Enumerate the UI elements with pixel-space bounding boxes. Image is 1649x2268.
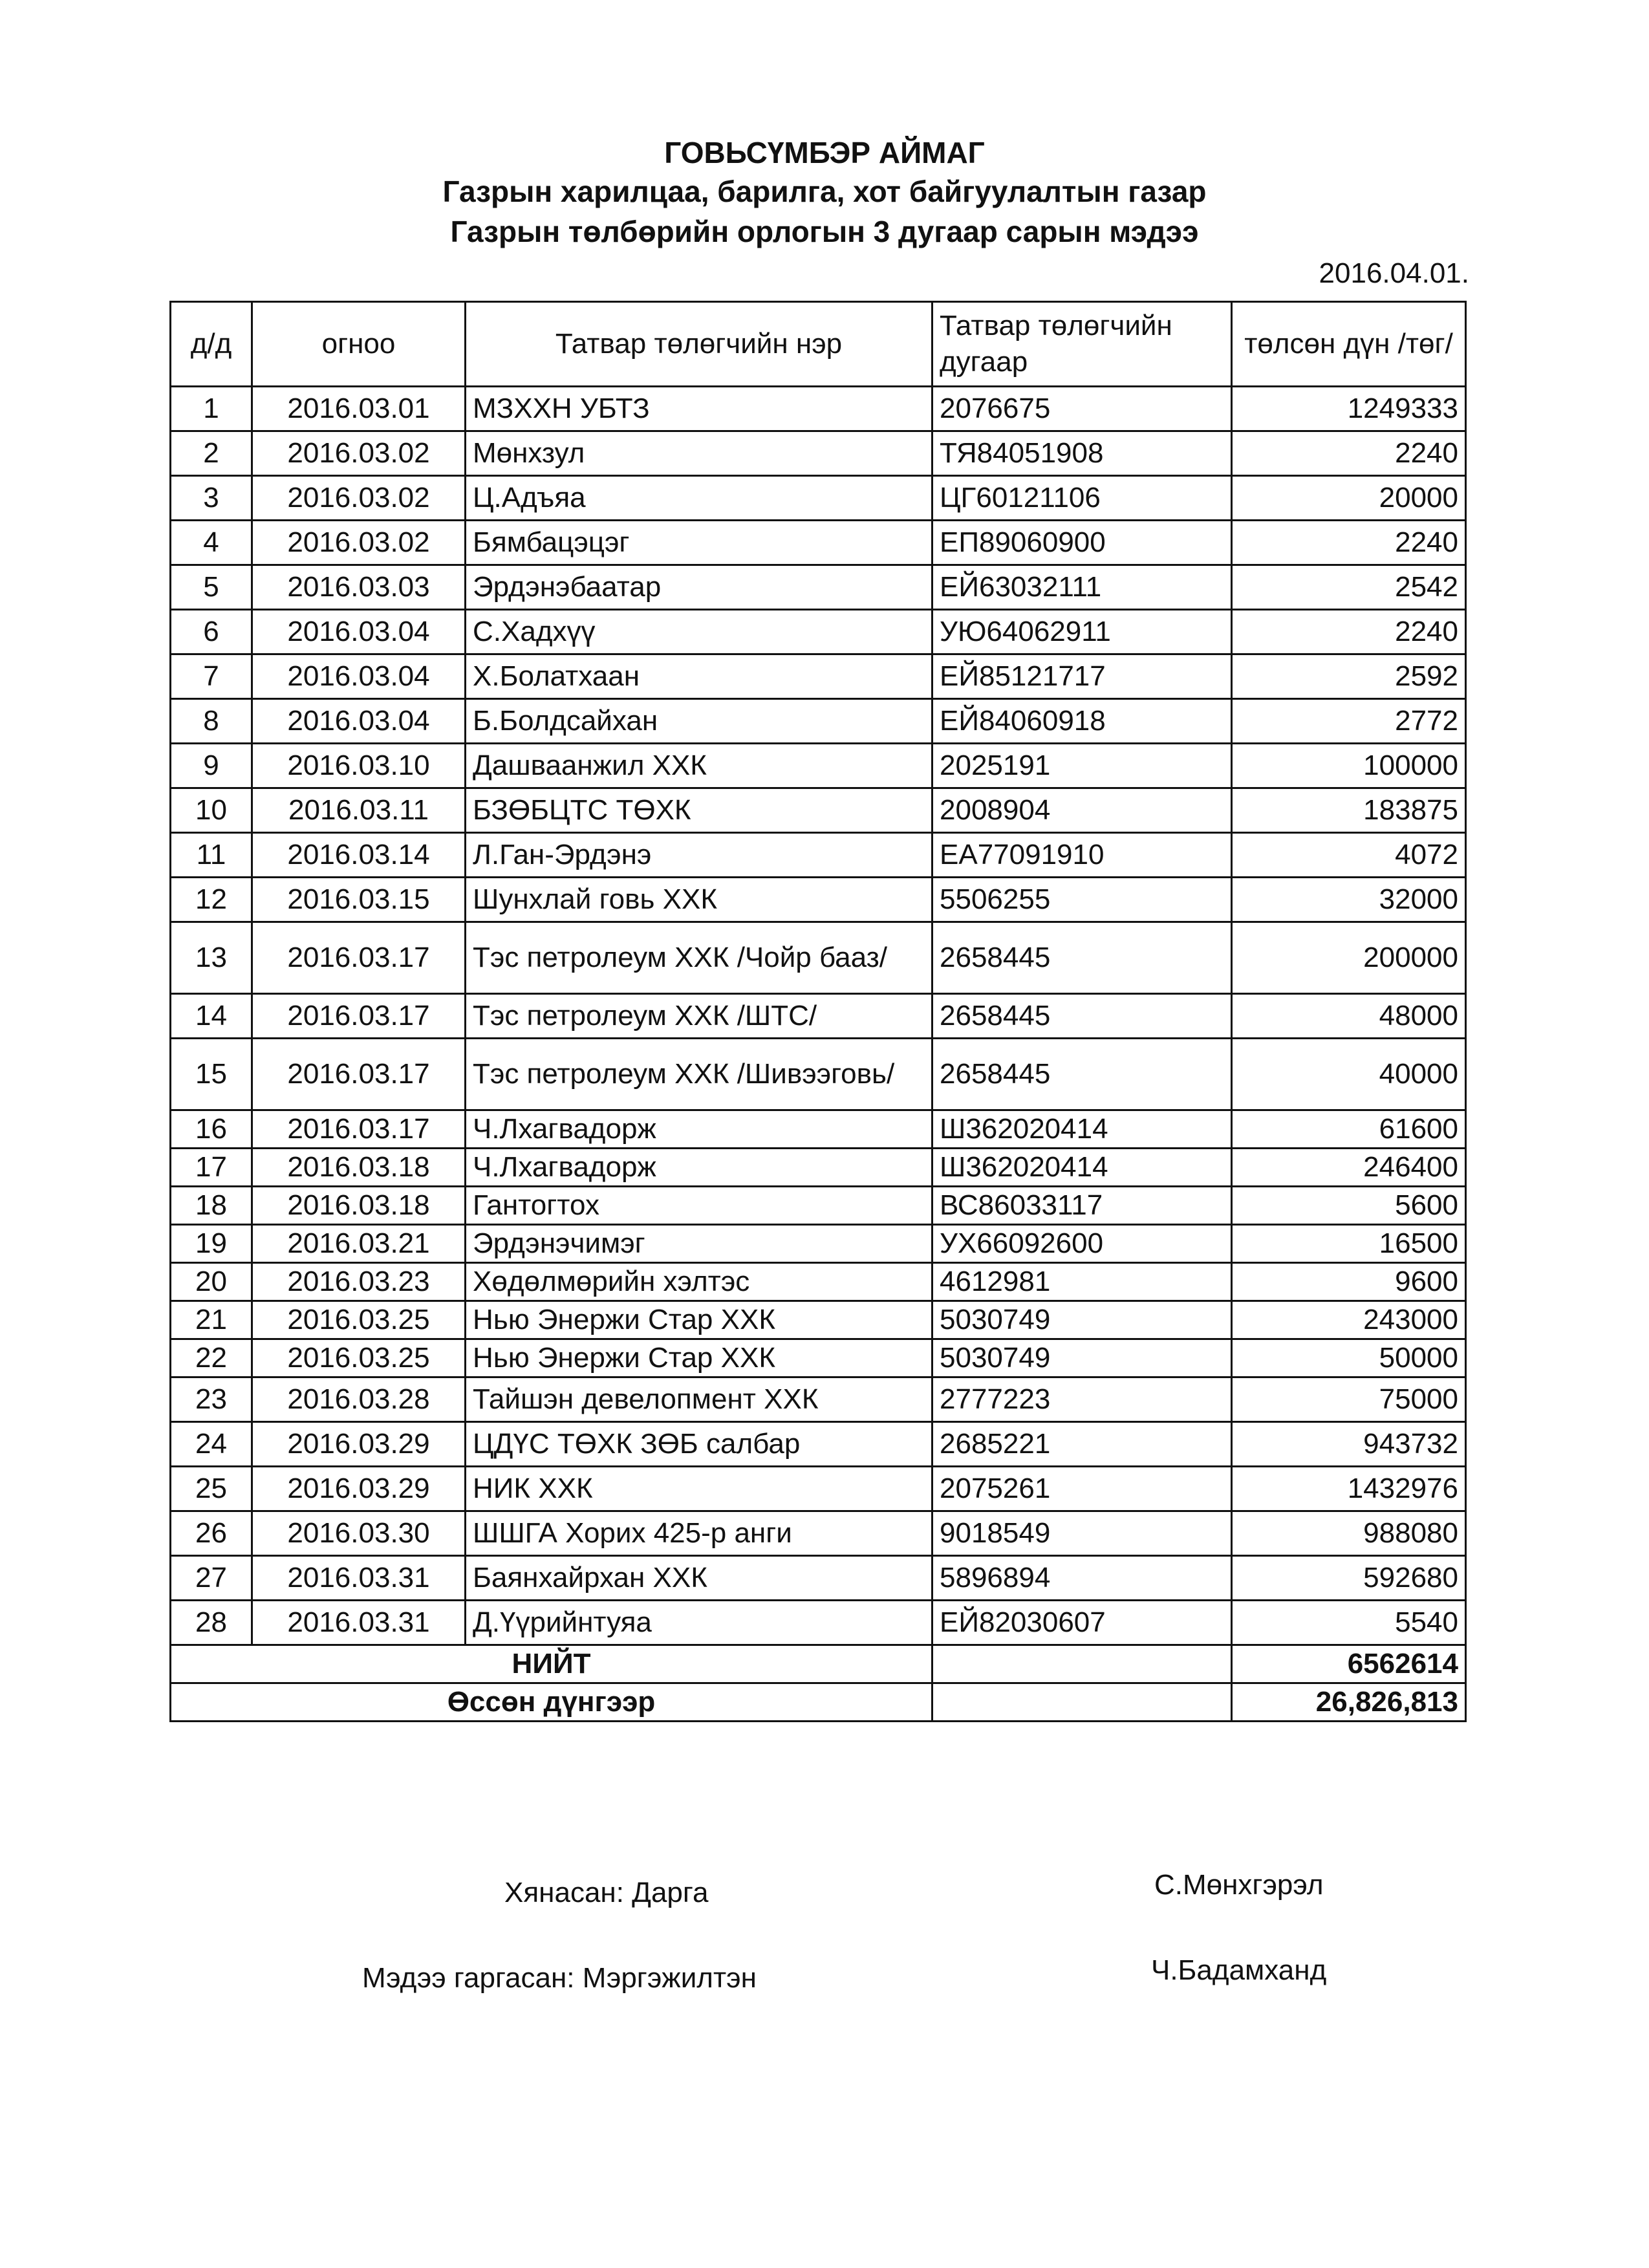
taxpayer-name: Ч.Лхагвадорж: [466, 1149, 932, 1187]
table-row: [171, 878, 1466, 922]
taxpayer-name: Нью Энержи Стар ХХК: [466, 1301, 932, 1339]
table-row: [171, 565, 1466, 610]
paid-amount: 592680: [1232, 1556, 1466, 1601]
row-number: 9: [171, 744, 252, 788]
department-name: Газрын харилцаа, барилга, хот байгуулалтын газар: [442, 175, 1207, 208]
row-date: 2016.03.25: [252, 1339, 466, 1377]
table-row: [171, 788, 1466, 833]
row-date: 2016.03.02: [252, 431, 466, 476]
taxpayer-id: ЕЙ63032111: [932, 565, 1232, 610]
paid-amount: 243000: [1232, 1301, 1466, 1339]
issued-by-name: Ч.Бадамханд: [1151, 1954, 1327, 1986]
taxpayer-id: 2777223: [932, 1377, 1232, 1422]
taxpayer-name: Д.Үүрийнтуяа: [466, 1601, 932, 1645]
taxpayer-name: Гантогтох: [466, 1187, 932, 1225]
paid-amount: 2592: [1232, 654, 1466, 699]
paid-amount: 32000: [1232, 878, 1466, 922]
taxpayer-id: 9018549: [932, 1511, 1232, 1556]
table-row: [171, 1187, 1466, 1225]
table-row: [171, 1225, 1466, 1263]
row-date: 2016.03.21: [252, 1225, 466, 1263]
taxpayer-id: 2025191: [932, 744, 1232, 788]
taxpayer-id: 5030749: [932, 1301, 1232, 1339]
taxpayer-id: Ш362020414: [932, 1110, 1232, 1149]
row-number: 4: [171, 521, 252, 565]
taxpayer-id: ЕЙ82030607: [932, 1601, 1232, 1645]
row-date: 2016.03.18: [252, 1187, 466, 1225]
row-date: 2016.03.17: [252, 1110, 466, 1149]
paid-amount: 246400: [1232, 1149, 1466, 1187]
taxpayer-id: 2075261: [932, 1467, 1232, 1511]
row-number: 6: [171, 610, 252, 654]
row-number: 11: [171, 833, 252, 878]
row-number: 8: [171, 699, 252, 744]
row-number: 24: [171, 1422, 252, 1467]
row-number: 2: [171, 431, 252, 476]
table-row: [171, 1511, 1466, 1556]
total-empty-cell: [932, 1645, 1232, 1683]
cumulative-row: [171, 1683, 1466, 1722]
column-header-tax-id: Татвар төлөгчийн дугаар: [932, 302, 1232, 387]
paid-amount: 2240: [1232, 521, 1466, 565]
taxpayer-id: 2658445: [932, 994, 1232, 1039]
taxpayer-id: ЦГ60121106: [932, 476, 1232, 521]
row-date: 2016.03.23: [252, 1263, 466, 1301]
row-number: 3: [171, 476, 252, 521]
row-date: 2016.03.29: [252, 1467, 466, 1511]
taxpayer-name: ШШГА Хорих 425-р анги: [466, 1511, 932, 1556]
table-row: [171, 994, 1466, 1039]
taxpayer-id: 5506255: [932, 878, 1232, 922]
paid-amount: 61600: [1232, 1110, 1466, 1149]
row-date: 2016.03.04: [252, 654, 466, 699]
paid-amount: 2772: [1232, 699, 1466, 744]
taxpayer-id: УЮ64062911: [932, 610, 1232, 654]
paid-amount: 20000: [1232, 476, 1466, 521]
row-date: 2016.03.31: [252, 1601, 466, 1645]
row-number: 14: [171, 994, 252, 1039]
taxpayer-name: Шунхлай говь ХХК: [466, 878, 932, 922]
table-row: [171, 610, 1466, 654]
issued-by-label: Мэдээ гаргасан: Мэргэжилтэн: [362, 1962, 757, 1994]
taxpayer-name: Тэс петролеум ХХК /Чойр бааз/: [466, 922, 932, 994]
taxpayer-name: Хөдөлмөрийн хэлтэс: [466, 1263, 932, 1301]
reviewed-by-label: Хянасан: Дарга: [504, 1877, 709, 1908]
table-row: [171, 1467, 1466, 1511]
taxpayer-id: 2076675: [932, 387, 1232, 431]
paid-amount: 40000: [1232, 1039, 1466, 1110]
taxpayer-id: 5030749: [932, 1339, 1232, 1377]
row-date: 2016.03.10: [252, 744, 466, 788]
taxpayer-id: 2658445: [932, 922, 1232, 994]
table-row: [171, 476, 1466, 521]
paid-amount: 5600: [1232, 1187, 1466, 1225]
table-row: [171, 1339, 1466, 1377]
paid-amount: 75000: [1232, 1377, 1466, 1422]
row-number: 22: [171, 1339, 252, 1377]
row-number: 20: [171, 1263, 252, 1301]
row-number: 27: [171, 1556, 252, 1601]
payment-table: [169, 301, 1467, 1722]
row-number: 28: [171, 1601, 252, 1645]
paid-amount: 183875: [1232, 788, 1466, 833]
row-date: 2016.03.29: [252, 1422, 466, 1467]
row-number: 26: [171, 1511, 252, 1556]
table-row: [171, 1039, 1466, 1110]
reviewed-by-name: С.Мөнхгэрэл: [1154, 1869, 1324, 1901]
taxpayer-id: 5896894: [932, 1556, 1232, 1601]
table-row: [171, 744, 1466, 788]
paid-amount: 48000: [1232, 994, 1466, 1039]
taxpayer-name: Л.Ган-Эрдэнэ: [466, 833, 932, 878]
report-date: 2016.04.01.: [1319, 257, 1469, 289]
row-date: 2016.03.04: [252, 610, 466, 654]
row-number: 10: [171, 788, 252, 833]
table-row: [171, 699, 1466, 744]
row-number: 18: [171, 1187, 252, 1225]
cumulative-empty-cell: [932, 1683, 1232, 1722]
taxpayer-id: ЕА77091910: [932, 833, 1232, 878]
table-row: [171, 1110, 1466, 1149]
paid-amount: 9600: [1232, 1263, 1466, 1301]
row-date: 2016.03.11: [252, 788, 466, 833]
row-date: 2016.03.03: [252, 565, 466, 610]
table-row: [171, 922, 1466, 994]
table-row: [171, 1422, 1466, 1467]
row-number: 12: [171, 878, 252, 922]
row-date: 2016.03.30: [252, 1511, 466, 1556]
taxpayer-name: Мөнхзул: [466, 431, 932, 476]
taxpayer-name: Эрдэнэбаатар: [466, 565, 932, 610]
table-row: [171, 1301, 1466, 1339]
taxpayer-name: Бямбацэцэг: [466, 521, 932, 565]
taxpayer-name: Баянхайрхан ХХК: [466, 1556, 932, 1601]
row-date: 2016.03.31: [252, 1556, 466, 1601]
table-row: [171, 1263, 1466, 1301]
row-date: 2016.03.04: [252, 699, 466, 744]
taxpayer-id: ЕЙ84060918: [932, 699, 1232, 744]
table-row: [171, 431, 1466, 476]
table-header-row: [171, 302, 1466, 387]
row-number: 1: [171, 387, 252, 431]
row-number: 5: [171, 565, 252, 610]
taxpayer-id: ЕЙ85121717: [932, 654, 1232, 699]
taxpayer-name: Тэс петролеум ХХК /Шивээговь/: [466, 1039, 932, 1110]
table-row: [171, 1377, 1466, 1422]
paid-amount: 2542: [1232, 565, 1466, 610]
paid-amount: 943732: [1232, 1422, 1466, 1467]
row-date: 2016.03.25: [252, 1301, 466, 1339]
row-date: 2016.03.02: [252, 476, 466, 521]
paid-amount: 50000: [1232, 1339, 1466, 1377]
column-header-amount: төлсөн дүн /төг/: [1232, 302, 1466, 387]
paid-amount: 2240: [1232, 610, 1466, 654]
paid-amount: 1432976: [1232, 1467, 1466, 1511]
document-title: ГОВЬСҮМБЭР АЙМАГ: [664, 136, 985, 169]
cumulative-amount: 26,826,813: [1232, 1683, 1466, 1722]
taxpayer-id: УХ66092600: [932, 1225, 1232, 1263]
row-number: 7: [171, 654, 252, 699]
paid-amount: 16500: [1232, 1225, 1466, 1263]
column-header-name: Татвар төлөгчийн нэр: [466, 302, 932, 387]
row-number: 13: [171, 922, 252, 994]
table-row: [171, 654, 1466, 699]
taxpayer-name: БЗӨБЦТС ТӨХК: [466, 788, 932, 833]
taxpayer-name: Ч.Лхагвадорж: [466, 1110, 932, 1149]
taxpayer-name: Б.Болдсайхан: [466, 699, 932, 744]
report-subtitle: Газрын төлбөрийн орлогын 3 дугаар сарын мэдээ: [450, 215, 1199, 248]
taxpayer-name: Тэс петролеум ХХК /ШТС/: [466, 994, 932, 1039]
table-row: [171, 1149, 1466, 1187]
row-date: 2016.03.28: [252, 1377, 466, 1422]
paid-amount: 988080: [1232, 1511, 1466, 1556]
taxpayer-id: 4612981: [932, 1263, 1232, 1301]
cumulative-label: Өссөн дүнгээр: [171, 1683, 932, 1722]
taxpayer-name: Х.Болатхаан: [466, 654, 932, 699]
taxpayer-id: ВС86033117: [932, 1187, 1232, 1225]
taxpayer-name: НИК ХХК: [466, 1467, 932, 1511]
paid-amount: 4072: [1232, 833, 1466, 878]
paid-amount: 2240: [1232, 431, 1466, 476]
column-header-no: д/д: [171, 302, 252, 387]
paid-amount: 200000: [1232, 922, 1466, 994]
row-date: 2016.03.17: [252, 922, 466, 994]
total-label: НИЙТ: [171, 1645, 932, 1683]
paid-amount: 5540: [1232, 1601, 1466, 1645]
table-row: [171, 833, 1466, 878]
taxpayer-name: ЦДҮС ТӨХК ЗӨБ салбар: [466, 1422, 932, 1467]
row-number: 17: [171, 1149, 252, 1187]
taxpayer-name: МЗХХН УБТЗ: [466, 387, 932, 431]
row-date: 2016.03.02: [252, 521, 466, 565]
row-number: 16: [171, 1110, 252, 1149]
table-row: [171, 1601, 1466, 1645]
row-date: 2016.03.01: [252, 387, 466, 431]
taxpayer-id: Ш362020414: [932, 1149, 1232, 1187]
row-date: 2016.03.14: [252, 833, 466, 878]
row-date: 2016.03.17: [252, 1039, 466, 1110]
row-date: 2016.03.17: [252, 994, 466, 1039]
paid-amount: 1249333: [1232, 387, 1466, 431]
taxpayer-id: 2685221: [932, 1422, 1232, 1467]
taxpayer-name: Эрдэнэчимэг: [466, 1225, 932, 1263]
taxpayer-name: С.Хадхүү: [466, 610, 932, 654]
table-row: [171, 387, 1466, 431]
total-row: [171, 1645, 1466, 1683]
taxpayer-id: 2658445: [932, 1039, 1232, 1110]
table-row: [171, 1556, 1466, 1601]
row-date: 2016.03.15: [252, 878, 466, 922]
row-number: 15: [171, 1039, 252, 1110]
taxpayer-name: Ц.Адъяа: [466, 476, 932, 521]
taxpayer-id: ЕП89060900: [932, 521, 1232, 565]
row-number: 21: [171, 1301, 252, 1339]
row-date: 2016.03.18: [252, 1149, 466, 1187]
taxpayer-name: Тайшэн девелопмент ХХК: [466, 1377, 932, 1422]
taxpayer-name: Нью Энержи Стар ХХК: [466, 1339, 932, 1377]
row-number: 23: [171, 1377, 252, 1422]
table-row: [171, 521, 1466, 565]
row-number: 19: [171, 1225, 252, 1263]
total-amount: 6562614: [1232, 1645, 1466, 1683]
column-header-date: огноо: [252, 302, 466, 387]
table-body: [171, 387, 1466, 1645]
row-number: 25: [171, 1467, 252, 1511]
taxpayer-id: 2008904: [932, 788, 1232, 833]
taxpayer-id: ТЯ84051908: [932, 431, 1232, 476]
paid-amount: 100000: [1232, 744, 1466, 788]
taxpayer-name: Дашваанжил ХХК: [466, 744, 932, 788]
